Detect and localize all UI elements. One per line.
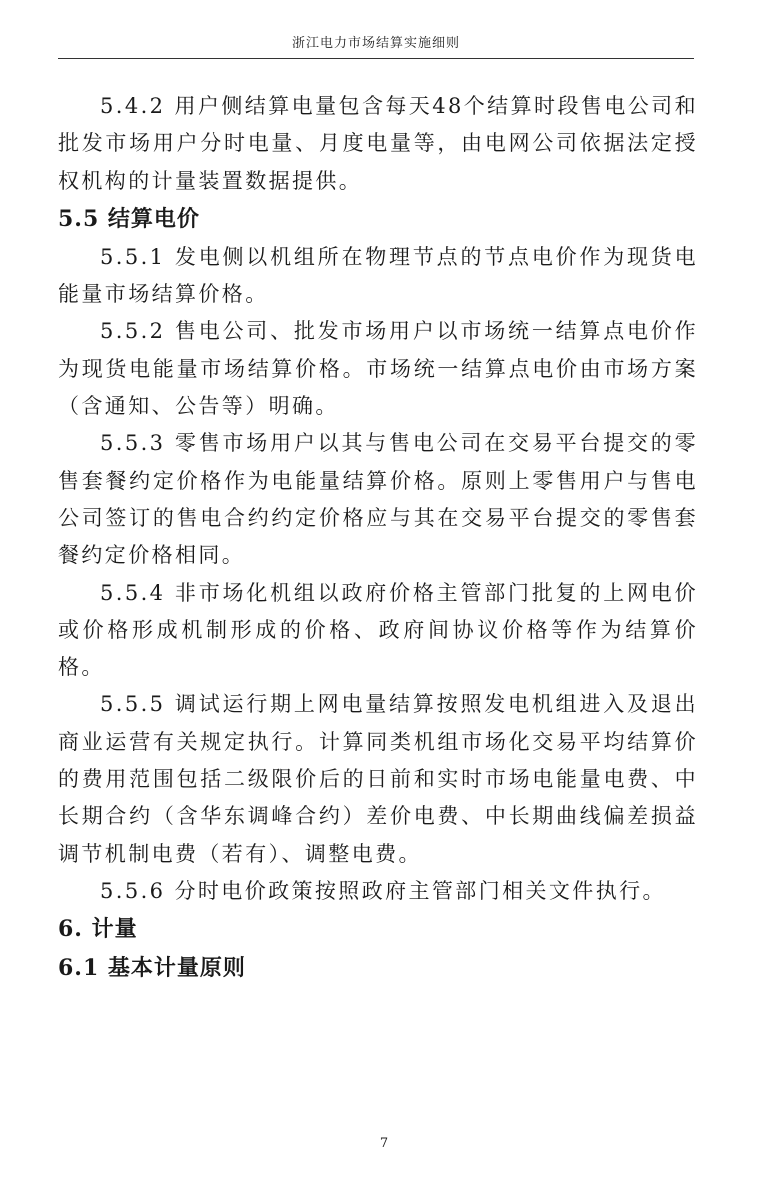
paragraph-5-5-1: 5.5.1 发电侧以机组所在物理节点的节点电价作为现货电能量市场结算价格。 [58,244,698,307]
page-body [58,88,698,988]
paragraph-5-5-6: 5.5.6 分时电价政策按照政府主管部门相关文件执行。 [100,878,666,903]
heading-5-5: 5.5 结算电价 [58,205,200,232]
page-number: 7 [379,1136,389,1151]
paragraph-5-5-5: 5.5.5 调试运行期上网电量结算按照发电机组进入及退出商业运营有关规定执行。计算同类机组市场化交易平均结算价的费用范围包括二级限价后的日前和实时市场电能量电费、中长期合约（含华东调峰合约）差价电费、中长期曲线偏差损益调节机制电费（若有）、调整电费。 [58,692,698,866]
paragraph-5-5-4: 5.5.4 非市场化机组以政府价格主管部门批复的上网电价或价格形成机制形成的价格、政府间协议价格等作为结算价格。 [58,580,698,680]
heading-6-1: 6.1 基本计量原则 [58,955,246,982]
paragraph-5-5-2: 5.5.2 售电公司、批发市场用户以市场统一结算点电价作为现货电能量市场结算价格。市场统一结算点电价由市场方案（含通知、公告等）明确。 [58,319,698,419]
paragraph-5-4-2: 5.4.2 用户侧结算电量包含每天48个结算时段售电公司和批发市场用户分时电量、月度电量等，由电网公司依据法定授权机构的计量装置数据提供。 [58,94,698,193]
paragraph-5-5-3: 5.5.3 零售市场用户以其与售电公司在交易平台提交的零售套餐约定价格作为电能量结算价格。原则上零售用户与售电公司签订的售电合约约定价格应与其在交易平台提交的零售套餐约定价格相同。 [58,431,698,568]
heading-6: 6. 计量 [58,916,138,943]
running-header: 浙江电力市场结算实施细则 [58,34,694,59]
